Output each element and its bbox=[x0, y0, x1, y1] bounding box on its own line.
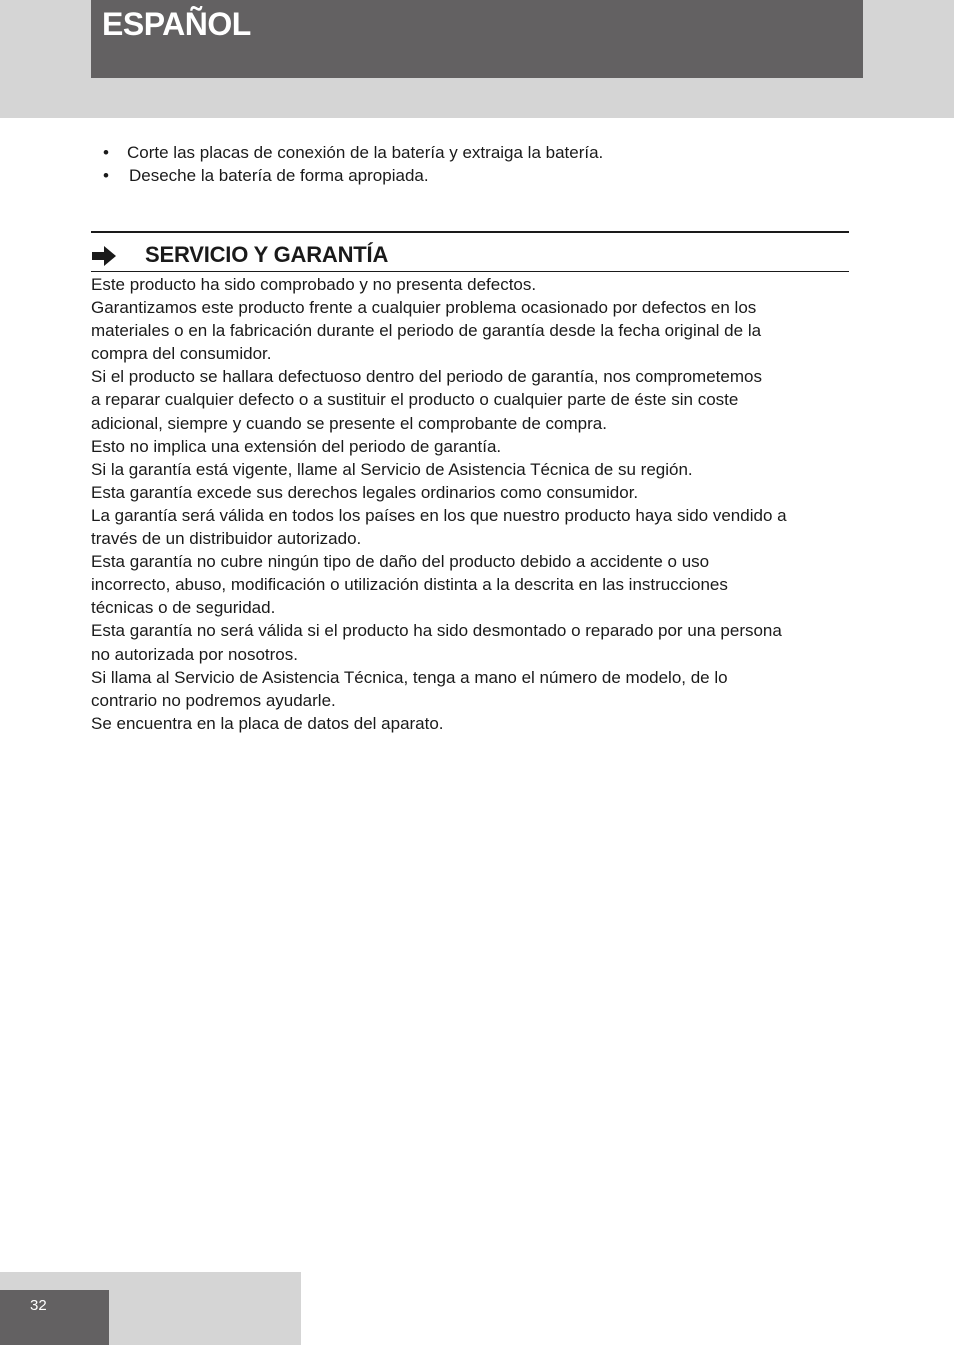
section-title: SERVICIO Y GARANTÍA bbox=[145, 242, 389, 267]
paragraph-line: Si el producto se hallara defectuoso dentro del periodo de garantía, nos comprometemos bbox=[91, 367, 762, 387]
section-header bbox=[91, 231, 849, 272]
paragraph-line: materiales o en la fabricación durante el periodo de garantía desde la fecha original de la bbox=[91, 321, 762, 341]
bullet-list bbox=[91, 141, 603, 187]
paragraph-line: compra del consumidor. bbox=[91, 344, 272, 364]
language-banner bbox=[91, 0, 863, 78]
paragraph-line: incorrecto, abuso, modificación o utilización distinta a la descrita en las instrucciones bbox=[91, 575, 728, 595]
paragraph-line: a reparar cualquier defecto o a sustituir el producto o cualquier parte de éste sin coste bbox=[91, 390, 739, 410]
paragraph-line: contrario no podremos ayudarle. bbox=[91, 690, 336, 710]
page-number-box bbox=[0, 1290, 109, 1345]
bullet-marker: • bbox=[103, 143, 109, 162]
right-arrow-icon bbox=[92, 246, 116, 271]
paragraph-line: Si la garantía está vigente, llame al Servicio de Asistencia Técnica de su región. bbox=[91, 459, 693, 479]
page-number: 32 bbox=[30, 1297, 47, 1314]
bullet-text: Deseche la batería de forma apropiada. bbox=[129, 166, 429, 185]
paragraph-line: Se encuentra en la placa de datos del aparato. bbox=[91, 713, 444, 733]
paragraph-line: La garantía será válida en todos los países en los que nuestro producto haya sido vendido a bbox=[91, 505, 787, 525]
paragraph-line: técnicas o de seguridad. bbox=[91, 598, 276, 618]
paragraph-line: Este producto ha sido comprobado y no presenta defectos. bbox=[91, 275, 537, 294]
paragraph-line: Esta garantía no cubre ningún tipo de daño del producto debido a accidente o uso bbox=[91, 552, 710, 572]
language-title: ESPAÑOL bbox=[102, 6, 251, 42]
bullet-marker: • bbox=[103, 166, 109, 185]
warranty-text bbox=[91, 273, 851, 735]
paragraph-line: Esto no implica una extensión del periodo de garantía. bbox=[91, 436, 502, 456]
paragraph-line: Garantizamos este producto frente a cualquier problema ocasionado por defectos en los bbox=[91, 298, 757, 318]
paragraph-line: través de un distribuidor autorizado. bbox=[91, 529, 362, 549]
list-item bbox=[91, 141, 603, 164]
paragraph-line: Si llama al Servicio de Asistencia Técnica, tenga a mano el número de modelo, de lo bbox=[91, 667, 728, 687]
paragraph-line: no autorizada por nosotros. bbox=[91, 644, 298, 664]
bullet-text: Corte las placas de conexión de la batería y extraiga la batería. bbox=[127, 143, 604, 162]
paragraph-line: Esta garantía excede sus derechos legales ordinarios como consumidor. bbox=[91, 482, 639, 502]
paragraph-line: Esta garantía no será válida si el producto ha sido desmontado o reparado por una persona bbox=[91, 621, 782, 641]
list-item bbox=[91, 164, 603, 187]
paragraph-line: adicional, siempre y cuando se presente el comprobante de compra. bbox=[91, 413, 607, 433]
